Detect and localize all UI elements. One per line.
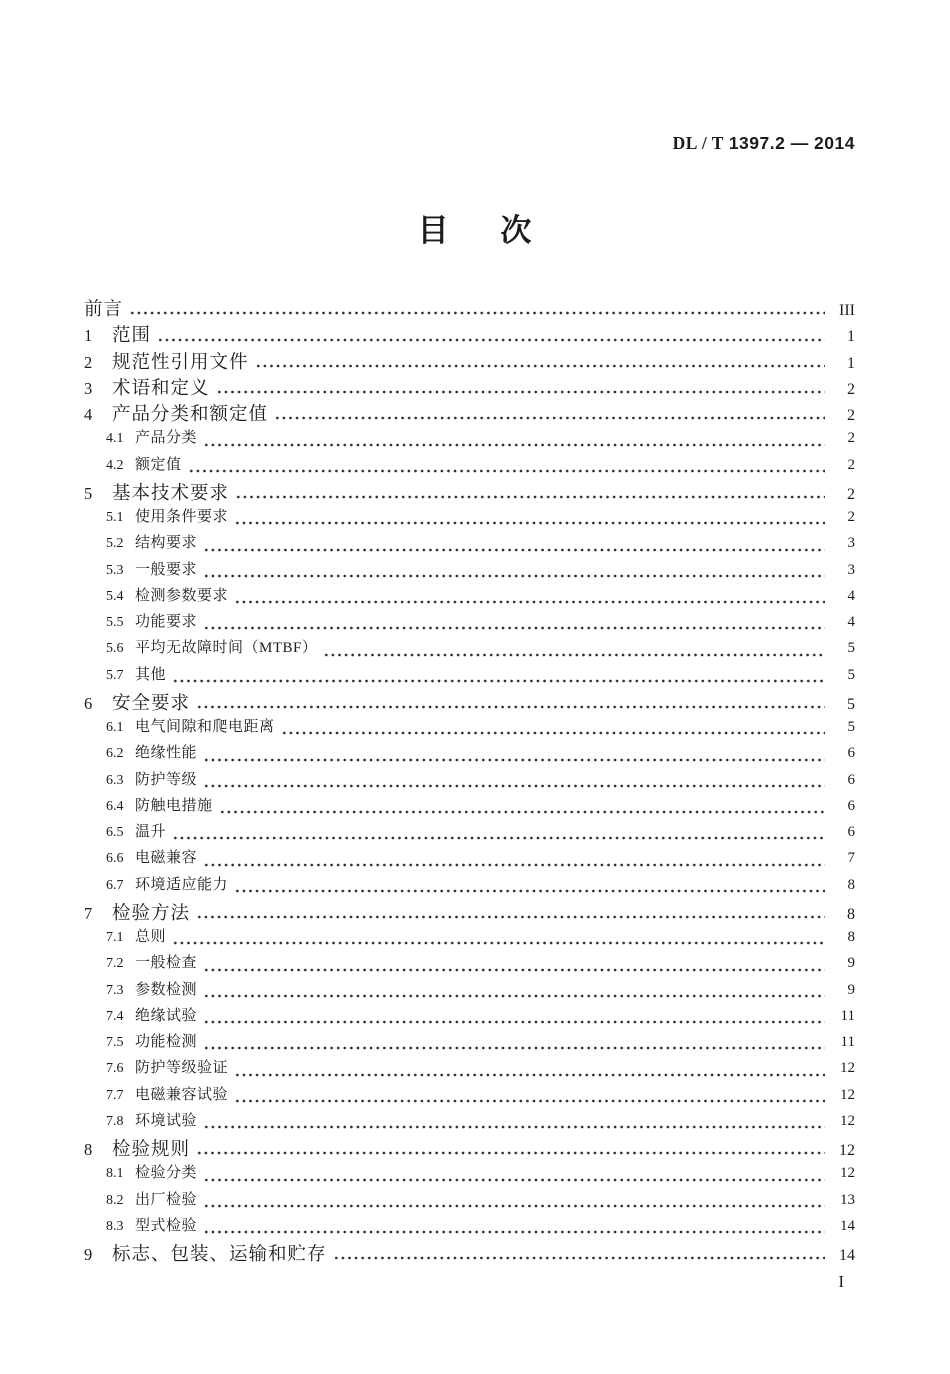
toc-entry-number: 7.4 — [106, 1008, 124, 1024]
dot-leader — [203, 994, 825, 998]
toc-entry-page: 12 — [840, 1086, 855, 1103]
toc-entry-page: 9 — [847, 981, 855, 998]
dot-leader — [188, 469, 825, 473]
toc-entry-page: 12 — [840, 1165, 855, 1182]
toc-entry — [84, 295, 855, 321]
toc-entry-label: 范围 — [112, 326, 152, 347]
toc-entry-page: 3 — [847, 561, 855, 578]
toc-page-title: 目 次 — [417, 213, 533, 248]
toc-entry-page: 4 — [847, 587, 855, 604]
toc-entry-page: 3 — [847, 535, 855, 552]
toc-entry-page: 2 — [847, 509, 855, 525]
dot-leader — [234, 600, 825, 604]
toc-entry-number: 8.2 — [106, 1192, 124, 1208]
dot-leader — [203, 968, 825, 972]
toc-entry-label: 电磁兼容 — [135, 850, 198, 867]
toc-entry — [106, 715, 855, 741]
toc-entry-page: 13 — [840, 1191, 855, 1208]
toc-entry-number: 4.2 — [106, 457, 124, 473]
toc-entry-label: 电磁兼容试验 — [135, 1086, 229, 1103]
toc-entry-label: 环境试验 — [135, 1112, 198, 1129]
toc-entry-label: 绝缘性能 — [135, 745, 198, 762]
toc-entry-label: 环境适应能力 — [135, 876, 229, 893]
toc-entry-number: 5 — [84, 483, 93, 503]
toc-entry-page: 1 — [847, 354, 855, 372]
toc-entry-label: 检验规则 — [112, 1140, 191, 1160]
standard-code — [673, 133, 855, 154]
dot-leader — [234, 1099, 825, 1103]
dot-leader — [203, 1125, 825, 1129]
toc-entry — [106, 426, 855, 452]
toc-entry — [106, 1056, 855, 1082]
toc-entry-page: 2 — [847, 380, 855, 398]
dot-leader — [203, 784, 825, 788]
toc-entry-number: 6 — [84, 693, 93, 713]
dot-leader — [172, 836, 825, 840]
toc-entry-label: 平均无故障时间（MTBF） — [135, 640, 318, 657]
toc-entry-label: 前言 — [84, 300, 124, 320]
toc-entry-label: 使用条件要求 — [135, 509, 229, 525]
toc-entry-label: 规范性引用文件 — [112, 352, 249, 373]
dot-leader — [129, 311, 825, 315]
toc-entry-label: 绝缘试验 — [135, 1007, 198, 1024]
dot-leader — [196, 1151, 825, 1155]
toc-entry-page: 5 — [847, 640, 855, 657]
dot-leader — [203, 1178, 825, 1182]
toc-entry-page: 6 — [847, 797, 855, 814]
toc-entry — [106, 1083, 855, 1109]
toc-entry — [106, 636, 855, 662]
dot-leader — [333, 1256, 825, 1260]
toc-entry — [106, 925, 855, 951]
toc-entry-label: 温升 — [135, 824, 167, 840]
toc-entry — [106, 663, 855, 689]
toc-entry-number: 9 — [84, 1245, 93, 1264]
toc-entry-page: 2 — [847, 430, 855, 447]
toc-entry — [84, 400, 855, 426]
dot-leader — [203, 1046, 825, 1050]
toc-entry — [106, 820, 855, 846]
toc-entry-number: 4.1 — [106, 431, 124, 447]
toc-entry-number: 7.8 — [106, 1113, 124, 1129]
toc-entry — [106, 978, 855, 1004]
toc-entry-page: 8 — [847, 929, 855, 945]
dot-leader — [203, 574, 825, 578]
toc-entry-number: 7 — [84, 903, 93, 923]
dot-leader — [281, 731, 825, 735]
toc-entry — [84, 348, 855, 374]
toc-entry — [84, 1240, 855, 1266]
toc-entry-label: 检测参数要求 — [135, 587, 229, 604]
dot-leader — [255, 364, 825, 368]
toc-entry-label: 一般要求 — [135, 561, 198, 578]
toc-entry-number: 3 — [84, 378, 93, 398]
toc-entry-label: 标志、包装、运输和贮存 — [112, 1245, 327, 1265]
toc-entry-number: 8.1 — [106, 1166, 124, 1182]
dot-leader — [274, 416, 825, 420]
toc-entry — [106, 610, 855, 636]
toc-entry-number: 4 — [84, 405, 93, 424]
toc-entry — [106, 1109, 855, 1135]
toc-entry-page: 2 — [847, 407, 855, 424]
dot-leader — [203, 1020, 825, 1024]
toc-entry-page: 4 — [847, 614, 855, 630]
toc-entry-page: 8 — [847, 876, 855, 893]
dot-leader — [234, 1073, 825, 1077]
toc-entry-label: 功能要求 — [135, 614, 198, 630]
toc-entry-page: 7 — [847, 850, 855, 867]
toc-entry-label: 电气间隙和爬电距离 — [135, 719, 275, 735]
toc-entry — [84, 479, 855, 505]
toc-entry-number: 8.3 — [106, 1218, 124, 1234]
toc-entry-page: 2 — [847, 456, 855, 473]
toc-entry — [106, 1161, 855, 1187]
toc-entry-number: 2 — [84, 352, 93, 372]
toc-entry-page: 2 — [847, 485, 855, 503]
toc-entry-label: 防触电措施 — [135, 797, 213, 814]
toc-list — [84, 295, 855, 1266]
toc-entry — [84, 1135, 855, 1161]
toc-entry-label: 检验分类 — [135, 1165, 198, 1182]
toc-entry — [106, 1214, 855, 1240]
toc-entry-page: 8 — [847, 905, 855, 923]
toc-entry-number: 7.5 — [106, 1035, 124, 1050]
toc-entry-page: 11 — [840, 1007, 855, 1024]
toc-entry-number: 5.7 — [106, 667, 124, 683]
toc-entry-label: 产品分类 — [135, 430, 198, 447]
toc-entry-number: 6.2 — [106, 746, 124, 762]
toc-entry-number: 7.7 — [106, 1087, 124, 1103]
standard-code-prefix: DL / T — [672, 133, 724, 153]
toc-entry — [106, 453, 855, 479]
toc-entry — [106, 873, 855, 899]
toc-entry-page: 12 — [839, 1142, 855, 1159]
dot-leader — [203, 1230, 825, 1234]
toc-entry-label: 参数检测 — [135, 981, 198, 998]
dot-leader — [196, 915, 825, 919]
toc-entry-number: 8 — [84, 1140, 93, 1159]
toc-entry — [84, 321, 855, 347]
dot-leader — [203, 1204, 825, 1208]
toc-entry-label: 功能检测 — [135, 1034, 198, 1050]
dot-leader — [196, 705, 825, 709]
toc-entry-label: 出厂检验 — [135, 1191, 198, 1208]
toc-entry — [106, 1188, 855, 1214]
toc-entry-page: 14 — [839, 1247, 855, 1264]
toc-entry — [106, 531, 855, 557]
toc-entry-label: 检验方法 — [112, 903, 191, 924]
toc-entry-label: 一般检查 — [135, 955, 198, 972]
toc-entry-label: 结构要求 — [135, 535, 198, 552]
dot-leader — [203, 443, 825, 447]
dot-leader — [203, 863, 825, 867]
toc-entry-page: 9 — [847, 955, 855, 972]
toc-entry — [106, 741, 855, 767]
toc-entry-page: 6 — [847, 824, 855, 840]
toc-entry — [84, 689, 855, 715]
toc-entry-label: 总则 — [135, 929, 167, 945]
dot-leader — [234, 521, 825, 525]
toc-entry-number: 6.6 — [106, 851, 124, 867]
dot-leader — [216, 390, 825, 394]
toc-entry-number: 7.3 — [106, 982, 124, 998]
toc-entry-number: 5.4 — [106, 588, 124, 604]
toc-entry-label: 安全要求 — [112, 693, 191, 714]
toc-entry-number: 7.1 — [106, 930, 124, 945]
toc-entry — [106, 768, 855, 794]
toc-entry-number: 5.1 — [106, 510, 124, 525]
toc-entry-page: 5 — [847, 695, 855, 713]
toc-entry-number: 6.5 — [106, 825, 124, 840]
toc-entry-label: 额定值 — [135, 456, 182, 473]
toc-entry-label: 术语和定义 — [112, 378, 210, 399]
dot-leader — [203, 626, 825, 630]
toc-entry-page: 6 — [847, 771, 855, 788]
toc-entry-number: 6.7 — [106, 877, 124, 893]
toc-entry-number: 6.1 — [106, 720, 124, 735]
toc-entry-page: III — [839, 302, 855, 319]
toc-entry — [106, 1030, 855, 1056]
toc-entry-page: 5 — [847, 719, 855, 735]
dot-leader — [203, 758, 825, 762]
toc-entry-number: 5.2 — [106, 536, 124, 552]
toc-entry — [106, 505, 855, 531]
dot-leader — [234, 889, 825, 893]
toc-entry-label: 防护等级验证 — [135, 1060, 229, 1077]
toc-entry-label: 型式检验 — [135, 1217, 198, 1234]
toc-entry-label: 其他 — [135, 666, 167, 683]
standard-code-number: 1397.2 — 2014 — [728, 133, 855, 153]
dot-leader — [203, 548, 825, 552]
toc-entry-number: 7.6 — [106, 1061, 124, 1077]
toc-entry-number: 5.5 — [106, 615, 124, 630]
toc-entry-page: 6 — [847, 745, 855, 762]
toc-entry-page: 1 — [847, 328, 855, 346]
dot-leader — [157, 338, 825, 342]
toc-entry-page: 11 — [840, 1034, 855, 1050]
toc-entry — [106, 1004, 855, 1030]
dot-leader — [219, 810, 825, 814]
toc-entry-number: 6.4 — [106, 798, 124, 814]
toc-entry-number: 7.2 — [106, 956, 124, 972]
toc-entry-label: 基本技术要求 — [112, 483, 230, 504]
toc-entry-number: 5.6 — [106, 641, 124, 657]
toc-entry-page: 12 — [840, 1060, 855, 1077]
toc-entry — [84, 374, 855, 400]
toc-entry — [106, 951, 855, 977]
toc-entry — [106, 584, 855, 610]
toc-entry-number: 6.3 — [106, 772, 124, 788]
toc-entry — [106, 794, 855, 820]
toc-entry-page: 14 — [840, 1217, 855, 1234]
toc-entry-label: 防护等级 — [135, 771, 198, 788]
toc-entry-number: 5.3 — [106, 562, 124, 578]
dot-leader — [172, 941, 825, 945]
toc-entry — [106, 846, 855, 872]
dot-leader — [172, 679, 825, 683]
toc-entry — [106, 558, 855, 584]
toc-entry-number: 1 — [84, 326, 93, 346]
footer-page-number: I — [838, 1272, 844, 1291]
toc-entry-label: 产品分类和额定值 — [112, 405, 269, 425]
dot-leader — [235, 495, 825, 499]
toc-entry-page: 5 — [847, 666, 855, 683]
toc-entry-page: 12 — [840, 1112, 855, 1129]
toc-entry — [84, 899, 855, 925]
dot-leader — [323, 653, 825, 657]
